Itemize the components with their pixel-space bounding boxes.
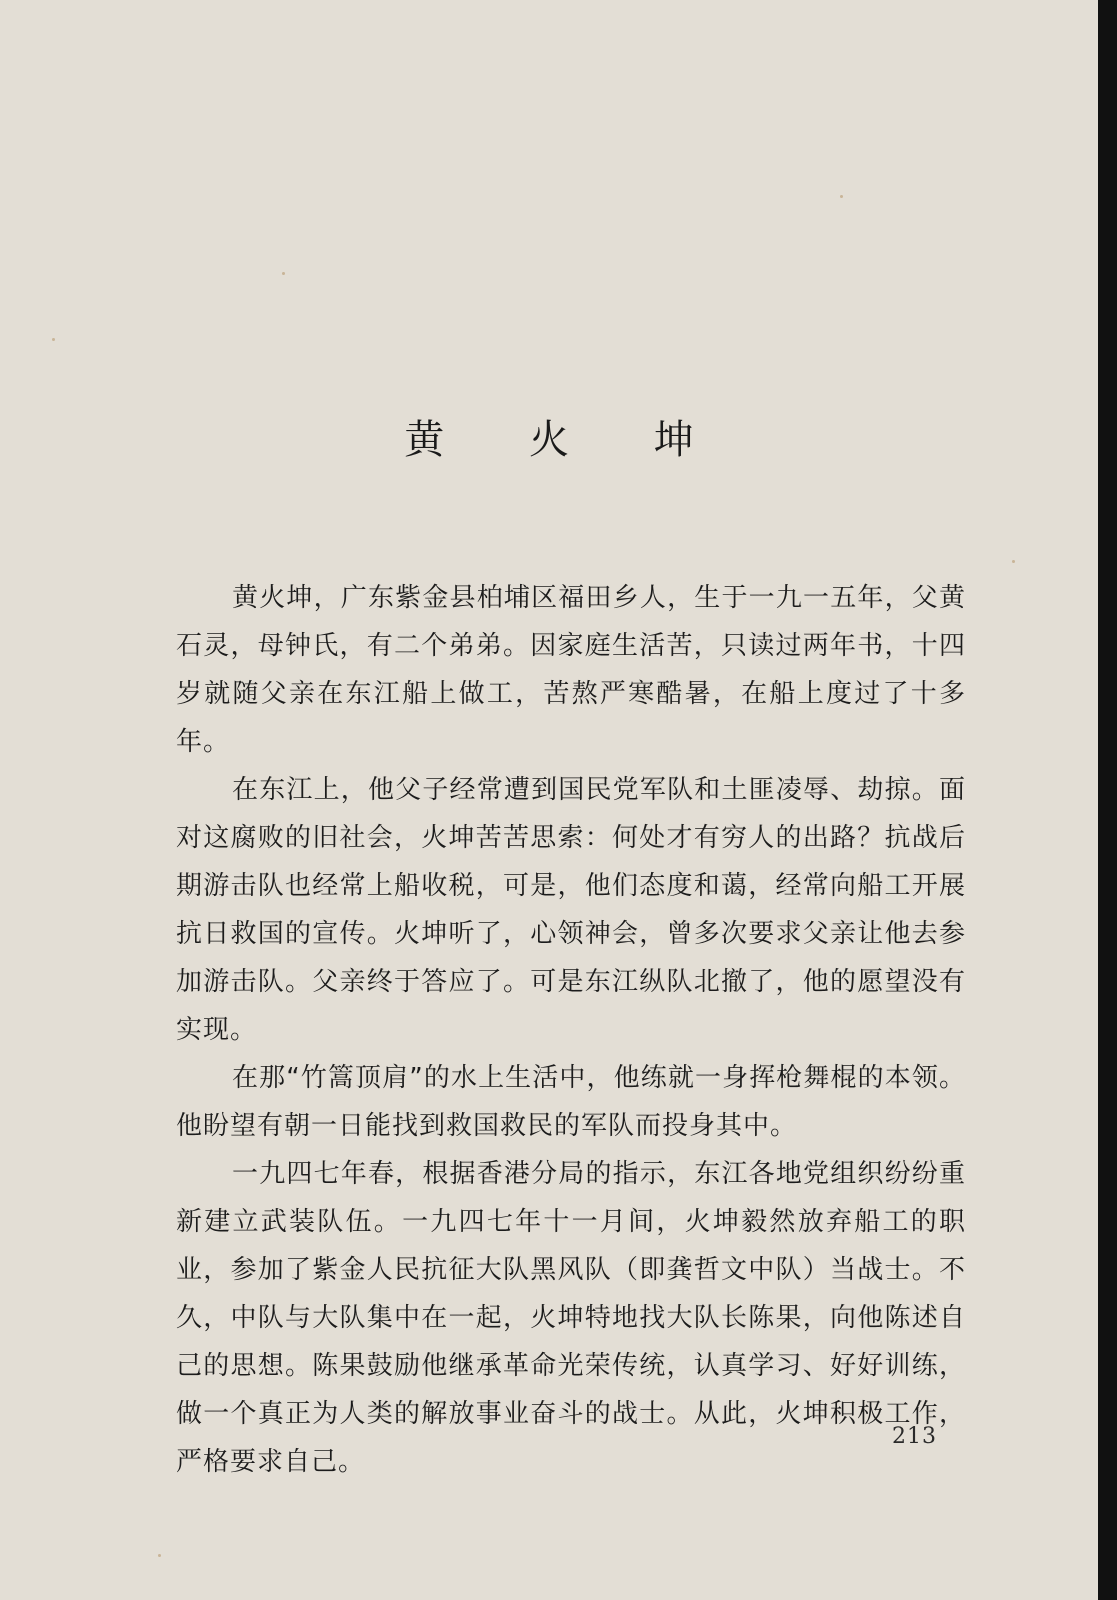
paragraph: 在那“竹篙顶肩”的水上生活中，他练就一身挥枪舞棍的本领。他盼望有朝一日能找到救国救民的军队而投身其中。 [176, 1063, 966, 1141]
article-title: 黄 火 坤 [404, 417, 730, 463]
paper-speck [840, 195, 843, 198]
paper-speck [1012, 560, 1015, 563]
paper-speck [282, 272, 285, 275]
paper-speck [158, 1554, 161, 1557]
scan-edge [1098, 0, 1117, 1600]
page-number: 213 [892, 1424, 937, 1449]
paragraph: 黄火坤，广东紫金县柏埔区福田乡人，生于一九一五年，父黄石灵，母钟氏，有二个弟弟。因家庭生活苦，只读过两年书，十四岁就随父亲在东江船上做工，苦熬严寒酷暑，在船上度过了十多年。 [176, 583, 966, 757]
paper-speck [52, 338, 55, 341]
paragraph: 一九四七年春，根据香港分局的指示，东江各地党组织纷纷重新建立武装队伍。一九四七年十一月间，火坤毅然放弃船工的职业，参加了紫金人民抗征大队黑风队（即龚哲文中队）当战士。不久，中队与大队集中在一起，火坤特地找大队长陈果，向他陈述自己的思想。陈果鼓励他继承革命光荣传统，认真学习、好好训练，做一个真正为人类的解放事业奋斗的战士。从此，火坤积极工作，严格要求自己。 [176, 1159, 966, 1477]
article-body [176, 574, 966, 1486]
paragraph: 在东江上，他父子经常遭到国民党军队和土匪凌辱、劫掠。面对这腐败的旧社会，火坤苦苦思索：何处才有穷人的出路？抗战后期游击队也经常上船收税，可是，他们态度和蔼，经常向船工开展抗日救国的宣传。火坤听了，心领神会，曾多次要求父亲让他去参加游击队。父亲终于答应了。可是东江纵队北撤了，他的愿望没有实现。 [176, 775, 966, 1045]
